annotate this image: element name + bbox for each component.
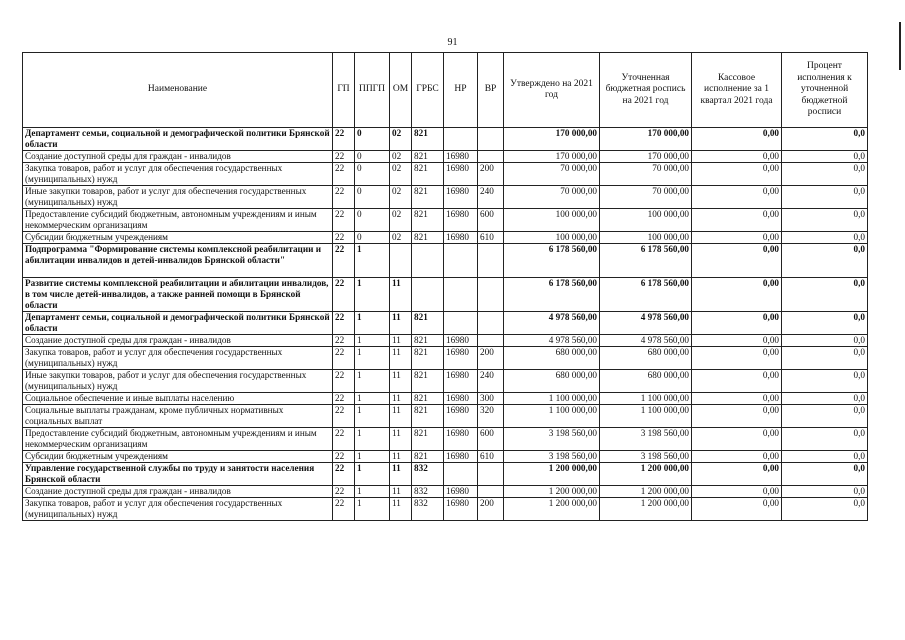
table-cell: 6 178 560,00 bbox=[504, 244, 600, 278]
table-cell: 600 bbox=[478, 209, 504, 232]
table-cell: 200 bbox=[478, 163, 504, 186]
table-cell: 16980 bbox=[444, 335, 478, 347]
table-cell: 170 000,00 bbox=[504, 128, 600, 151]
table-cell: 22 bbox=[333, 347, 355, 370]
table-cell: 0,00 bbox=[692, 370, 782, 393]
table-cell: 22 bbox=[333, 244, 355, 278]
table-cell: 1 200 000,00 bbox=[504, 498, 600, 521]
table-cell: 821 bbox=[412, 393, 444, 405]
table-cell: 0,0 bbox=[782, 209, 868, 232]
row-name-cell: Социальное обеспечение и иные выплаты населению bbox=[23, 393, 333, 405]
table-cell: 16980 bbox=[444, 209, 478, 232]
table-cell: 11 bbox=[390, 393, 412, 405]
table-cell: 821 bbox=[412, 209, 444, 232]
table-cell: 0,00 bbox=[692, 163, 782, 186]
row-name-cell: Социальные выплаты гражданам, кроме публичных нормативных социальных выплат bbox=[23, 405, 333, 428]
row-name-cell: Закупка товаров, работ и услуг для обеспечения государственных (муниципальных) нужд bbox=[23, 498, 333, 521]
table-cell: 02 bbox=[390, 186, 412, 209]
table-cell: 70 000,00 bbox=[504, 163, 600, 186]
table-cell: 1 bbox=[355, 278, 390, 312]
table-cell: 6 178 560,00 bbox=[600, 244, 692, 278]
table-header-row bbox=[23, 53, 868, 128]
row-name-cell: Департамент семьи, социальной и демографической политики Брянской области bbox=[23, 128, 333, 151]
table-cell: 3 198 560,00 bbox=[504, 428, 600, 451]
column-header: НР bbox=[444, 53, 478, 128]
table-cell bbox=[478, 335, 504, 347]
row-name-cell: Иные закупки товаров, работ и услуг для обеспечения государственных (муниципальных) нужд bbox=[23, 186, 333, 209]
table-cell: 1 200 000,00 bbox=[504, 486, 600, 498]
table-cell: 1 bbox=[355, 312, 390, 335]
table-cell bbox=[478, 312, 504, 335]
row-name-cell: Развитие системы комплексной реабилитации и абилитации инвалидов, в том числе детей-инвалидов, а также ранней помощи в Брянской области bbox=[23, 278, 333, 312]
table-cell: 11 bbox=[390, 405, 412, 428]
table-cell: 0,00 bbox=[692, 428, 782, 451]
table-cell: 22 bbox=[333, 232, 355, 244]
table-cell: 16980 bbox=[444, 486, 478, 498]
table-cell: 600 bbox=[478, 428, 504, 451]
table-cell: 680 000,00 bbox=[504, 370, 600, 393]
table-cell bbox=[390, 244, 412, 278]
table-cell: 0,00 bbox=[692, 209, 782, 232]
table-cell: 11 bbox=[390, 486, 412, 498]
table-cell: 16980 bbox=[444, 163, 478, 186]
table-cell: 11 bbox=[390, 428, 412, 451]
row-name-cell: Закупка товаров, работ и услуг для обеспечения государственных (муниципальных) нужд bbox=[23, 163, 333, 186]
column-header: ВР bbox=[478, 53, 504, 128]
table-cell: 1 bbox=[355, 428, 390, 451]
table-cell: 1 bbox=[355, 244, 390, 278]
table-cell: 22 bbox=[333, 463, 355, 486]
table-cell: 100 000,00 bbox=[600, 209, 692, 232]
table-cell: 6 178 560,00 bbox=[504, 278, 600, 312]
column-header: ОМ bbox=[390, 53, 412, 128]
table-cell bbox=[444, 463, 478, 486]
table-cell: 100 000,00 bbox=[600, 232, 692, 244]
table-cell: 200 bbox=[478, 498, 504, 521]
table-cell: 0,0 bbox=[782, 486, 868, 498]
table-cell: 821 bbox=[412, 232, 444, 244]
table-cell: 0,0 bbox=[782, 151, 868, 163]
table-cell: 1 100 000,00 bbox=[504, 393, 600, 405]
table-row bbox=[23, 498, 868, 521]
table-cell: 1 100 000,00 bbox=[600, 405, 692, 428]
table-row bbox=[23, 347, 868, 370]
table-cell: 832 bbox=[412, 486, 444, 498]
table-cell: 22 bbox=[333, 486, 355, 498]
column-header: Уточненная бюджетная роспись на 2021 год bbox=[600, 53, 692, 128]
table-cell: 680 000,00 bbox=[504, 347, 600, 370]
table-cell bbox=[478, 486, 504, 498]
table-cell bbox=[478, 151, 504, 163]
column-header: ППГП bbox=[355, 53, 390, 128]
table-cell: 821 bbox=[412, 370, 444, 393]
table-cell: 70 000,00 bbox=[600, 186, 692, 209]
table-cell: 1 bbox=[355, 370, 390, 393]
column-header: Кассовое исполнение за 1 квартал 2021 года bbox=[692, 53, 782, 128]
table-cell: 0 bbox=[355, 186, 390, 209]
row-name-cell: Субсидии бюджетным учреждениям bbox=[23, 451, 333, 463]
table-cell: 0,00 bbox=[692, 128, 782, 151]
table-cell: 0,00 bbox=[692, 278, 782, 312]
table-cell: 22 bbox=[333, 312, 355, 335]
table-cell: 0,0 bbox=[782, 393, 868, 405]
table-cell: 0,0 bbox=[782, 428, 868, 451]
table-cell: 16980 bbox=[444, 405, 478, 428]
row-name-cell: Создание доступной среды для граждан - инвалидов bbox=[23, 335, 333, 347]
table-cell: 821 bbox=[412, 163, 444, 186]
table-row bbox=[23, 451, 868, 463]
table-cell: 02 bbox=[390, 128, 412, 151]
table-cell bbox=[478, 463, 504, 486]
table-cell: 680 000,00 bbox=[600, 370, 692, 393]
table-row bbox=[23, 486, 868, 498]
table-row bbox=[23, 186, 868, 209]
table-cell: 4 978 560,00 bbox=[600, 335, 692, 347]
table-cell: 170 000,00 bbox=[600, 151, 692, 163]
table-row bbox=[23, 163, 868, 186]
table-cell: 11 bbox=[390, 347, 412, 370]
table-cell: 1 bbox=[355, 405, 390, 428]
table-cell: 680 000,00 bbox=[600, 347, 692, 370]
table-cell: 821 bbox=[412, 151, 444, 163]
table-cell: 0,0 bbox=[782, 405, 868, 428]
table-cell: 02 bbox=[390, 151, 412, 163]
table-cell: 0,0 bbox=[782, 128, 868, 151]
table-cell: 11 bbox=[390, 335, 412, 347]
column-header: Процент исполнения к уточненной бюджетной росписи bbox=[782, 53, 868, 128]
table-row bbox=[23, 312, 868, 335]
table-cell: 16980 bbox=[444, 186, 478, 209]
table-cell: 100 000,00 bbox=[504, 209, 600, 232]
table-cell: 0,0 bbox=[782, 451, 868, 463]
table-cell: 0,0 bbox=[782, 186, 868, 209]
table-cell: 1 bbox=[355, 463, 390, 486]
table-cell: 0,00 bbox=[692, 393, 782, 405]
table-row bbox=[23, 370, 868, 393]
row-name-cell: Создание доступной среды для граждан - инвалидов bbox=[23, 151, 333, 163]
row-name-cell: Подпрограмма "Формирование системы комплексной реабилитации и абилитации инвалидов и детей-инвалидов Брянской области" bbox=[23, 244, 333, 278]
table-cell: 0,0 bbox=[782, 370, 868, 393]
table-cell: 22 bbox=[333, 451, 355, 463]
table-cell: 821 bbox=[412, 451, 444, 463]
table-cell: 0,00 bbox=[692, 451, 782, 463]
table-cell: 02 bbox=[390, 232, 412, 244]
table-cell: 170 000,00 bbox=[504, 151, 600, 163]
table-cell: 0,0 bbox=[782, 335, 868, 347]
table-cell: 22 bbox=[333, 278, 355, 312]
table-cell: 821 bbox=[412, 347, 444, 370]
table-cell: 0 bbox=[355, 128, 390, 151]
table-cell bbox=[478, 278, 504, 312]
table-cell: 0,00 bbox=[692, 463, 782, 486]
table-cell: 1 bbox=[355, 347, 390, 370]
table-row bbox=[23, 151, 868, 163]
table-cell: 821 bbox=[412, 128, 444, 151]
table-cell: 16980 bbox=[444, 370, 478, 393]
table-cell: 16980 bbox=[444, 347, 478, 370]
table-cell: 22 bbox=[333, 128, 355, 151]
table-cell: 821 bbox=[412, 428, 444, 451]
table-cell: 821 bbox=[412, 335, 444, 347]
row-name-cell: Иные закупки товаров, работ и услуг для обеспечения государственных (муниципальных) нужд bbox=[23, 370, 333, 393]
table-cell: 200 bbox=[478, 347, 504, 370]
table-cell: 0,00 bbox=[692, 405, 782, 428]
table-cell: 0 bbox=[355, 163, 390, 186]
table-cell: 1 200 000,00 bbox=[504, 463, 600, 486]
column-header: Утверждено на 2021 год bbox=[504, 53, 600, 128]
table-cell: 0,00 bbox=[692, 347, 782, 370]
row-name-cell: Предоставление субсидий бюджетным, автономным учреждениям и иным некоммерческим организациям bbox=[23, 428, 333, 451]
table-cell: 1 100 000,00 bbox=[600, 393, 692, 405]
table-cell: 1 100 000,00 bbox=[504, 405, 600, 428]
table-cell: 821 bbox=[412, 186, 444, 209]
table-cell: 610 bbox=[478, 232, 504, 244]
table-cell: 22 bbox=[333, 186, 355, 209]
table-cell: 832 bbox=[412, 463, 444, 486]
table-cell: 240 bbox=[478, 186, 504, 209]
table-cell: 22 bbox=[333, 393, 355, 405]
table-cell: 4 978 560,00 bbox=[600, 312, 692, 335]
table-cell: 22 bbox=[333, 370, 355, 393]
table-row bbox=[23, 209, 868, 232]
table-cell: 1 200 000,00 bbox=[600, 486, 692, 498]
column-header: ГРБС bbox=[412, 53, 444, 128]
table-cell: 16980 bbox=[444, 428, 478, 451]
table-row bbox=[23, 232, 868, 244]
page-number: 91 bbox=[447, 37, 458, 48]
table-cell: 4 978 560,00 bbox=[504, 312, 600, 335]
table-cell bbox=[444, 244, 478, 278]
table-row bbox=[23, 393, 868, 405]
table-cell: 0,00 bbox=[692, 232, 782, 244]
table-cell: 16980 bbox=[444, 498, 478, 521]
table-cell: 3 198 560,00 bbox=[600, 428, 692, 451]
table-body bbox=[23, 128, 868, 521]
table-cell: 1 200 000,00 bbox=[600, 498, 692, 521]
table-cell: 22 bbox=[333, 498, 355, 521]
table-cell bbox=[444, 128, 478, 151]
table-cell: 821 bbox=[412, 312, 444, 335]
row-name-cell: Субсидии бюджетным учреждениям bbox=[23, 232, 333, 244]
table-cell: 0,00 bbox=[692, 335, 782, 347]
table-cell: 22 bbox=[333, 405, 355, 428]
table-cell bbox=[444, 278, 478, 312]
table-cell: 22 bbox=[333, 151, 355, 163]
table-cell: 0,00 bbox=[692, 151, 782, 163]
table-cell: 16980 bbox=[444, 151, 478, 163]
table-cell: 1 bbox=[355, 335, 390, 347]
table-cell: 0,00 bbox=[692, 244, 782, 278]
table-cell: 22 bbox=[333, 209, 355, 232]
table-cell: 0,00 bbox=[692, 498, 782, 521]
column-header: Наименование bbox=[23, 53, 333, 128]
row-name-cell: Создание доступной среды для граждан - инвалидов bbox=[23, 486, 333, 498]
table-cell: 1 bbox=[355, 486, 390, 498]
table-cell: 16980 bbox=[444, 451, 478, 463]
table-cell: 3 198 560,00 bbox=[504, 451, 600, 463]
table-cell: 0,0 bbox=[782, 244, 868, 278]
table-cell: 0,0 bbox=[782, 278, 868, 312]
table-cell: 0,0 bbox=[782, 163, 868, 186]
table-cell: 70 000,00 bbox=[504, 186, 600, 209]
table-row bbox=[23, 128, 868, 151]
row-name-cell: Закупка товаров, работ и услуг для обеспечения государственных (муниципальных) нужд bbox=[23, 347, 333, 370]
table-cell: 3 198 560,00 bbox=[600, 451, 692, 463]
table-cell bbox=[412, 244, 444, 278]
table-row bbox=[23, 405, 868, 428]
row-name-cell: Управление государственной службы по труду и занятости населения Брянской области bbox=[23, 463, 333, 486]
table-row bbox=[23, 335, 868, 347]
table-cell: 11 bbox=[390, 312, 412, 335]
table-cell: 610 bbox=[478, 451, 504, 463]
table-cell: 11 bbox=[390, 370, 412, 393]
table-cell: 300 bbox=[478, 393, 504, 405]
table-cell: 0,0 bbox=[782, 232, 868, 244]
table-cell bbox=[478, 244, 504, 278]
table-cell: 22 bbox=[333, 428, 355, 451]
table-cell: 16980 bbox=[444, 393, 478, 405]
table-cell: 11 bbox=[390, 498, 412, 521]
table-cell: 1 bbox=[355, 393, 390, 405]
budget-table bbox=[22, 52, 868, 521]
table-cell bbox=[478, 128, 504, 151]
table-cell: 170 000,00 bbox=[600, 128, 692, 151]
table-cell: 22 bbox=[333, 163, 355, 186]
table-cell: 02 bbox=[390, 209, 412, 232]
table-cell bbox=[412, 278, 444, 312]
table-cell: 0 bbox=[355, 209, 390, 232]
table-cell: 02 bbox=[390, 163, 412, 186]
table-cell: 22 bbox=[333, 335, 355, 347]
table-cell: 0,00 bbox=[692, 312, 782, 335]
table-cell: 0 bbox=[355, 151, 390, 163]
column-header: ГП bbox=[333, 53, 355, 128]
margin-line bbox=[899, 22, 901, 70]
table-cell: 1 bbox=[355, 451, 390, 463]
table-row bbox=[23, 463, 868, 486]
table-cell: 4 978 560,00 bbox=[504, 335, 600, 347]
table-cell: 0 bbox=[355, 232, 390, 244]
table-cell: 0,0 bbox=[782, 312, 868, 335]
row-name-cell: Предоставление субсидий бюджетным, автономным учреждениям и иным некоммерческим организациям bbox=[23, 209, 333, 232]
table-cell: 0,00 bbox=[692, 186, 782, 209]
table-cell: 0,0 bbox=[782, 463, 868, 486]
table-cell: 0,00 bbox=[692, 486, 782, 498]
table-cell: 11 bbox=[390, 463, 412, 486]
table-cell: 16980 bbox=[444, 232, 478, 244]
table-cell: 832 bbox=[412, 498, 444, 521]
table-row bbox=[23, 428, 868, 451]
table-cell: 240 bbox=[478, 370, 504, 393]
table-cell: 1 bbox=[355, 498, 390, 521]
table-row bbox=[23, 244, 868, 278]
table-cell bbox=[444, 312, 478, 335]
table-cell: 0,0 bbox=[782, 498, 868, 521]
table-cell: 6 178 560,00 bbox=[600, 278, 692, 312]
table-cell: 11 bbox=[390, 278, 412, 312]
table-cell: 821 bbox=[412, 405, 444, 428]
table-cell: 11 bbox=[390, 451, 412, 463]
table-row bbox=[23, 278, 868, 312]
row-name-cell: Департамент семьи, социальной и демографической политики Брянской области bbox=[23, 312, 333, 335]
table-cell: 1 200 000,00 bbox=[600, 463, 692, 486]
table-cell: 0,0 bbox=[782, 347, 868, 370]
table-cell: 320 bbox=[478, 405, 504, 428]
table-cell: 70 000,00 bbox=[600, 163, 692, 186]
table-cell: 100 000,00 bbox=[504, 232, 600, 244]
